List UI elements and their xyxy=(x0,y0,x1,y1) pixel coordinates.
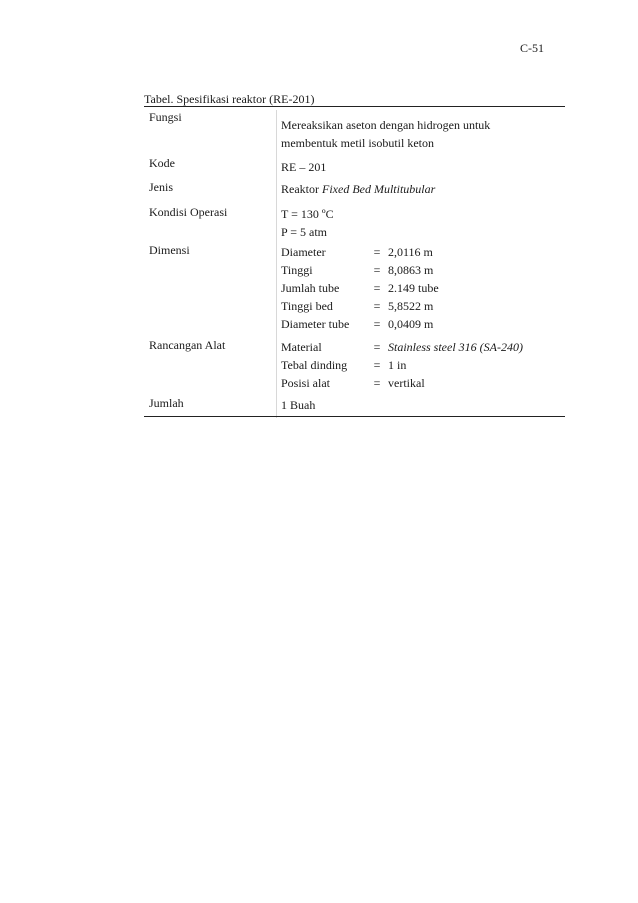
dimensi-item: Tinggi bed = 5,8522 m xyxy=(281,299,434,313)
dimensi-item: Diameter tube = 0,0409 m xyxy=(281,317,434,331)
rancangan-item: Posisi alat = vertikal xyxy=(281,376,425,390)
dimensi-item: Tinggi = 8,0863 m xyxy=(281,263,434,277)
row-value xyxy=(281,205,334,241)
row-value xyxy=(281,180,435,198)
row-label: Fungsi xyxy=(149,110,182,124)
jenis-prefix: Reaktor xyxy=(281,182,322,196)
row-label: Kode xyxy=(149,156,175,170)
kode-value: RE – 201 xyxy=(281,160,327,174)
jenis-type: Fixed Bed Multitubular xyxy=(322,182,436,196)
row-value xyxy=(281,338,523,392)
table-bottom-rule xyxy=(144,416,565,417)
rancangan-item: Tebal dinding = 1 in xyxy=(281,358,407,372)
row-value xyxy=(281,158,326,176)
kondisi-temperature: T = 130 ºC xyxy=(281,207,334,221)
row-label: Jumlah xyxy=(149,396,184,410)
row-label: Dimensi xyxy=(149,243,190,257)
fungsi-line-1: Mereaksikan aseton dengan hidrogen untuk xyxy=(281,118,491,132)
table-top-rule xyxy=(144,106,565,107)
row-label: Rancangan Alat xyxy=(149,338,226,352)
row-value xyxy=(281,396,315,414)
row-value xyxy=(281,243,439,333)
fungsi-line-2: membentuk metil isobutil keton xyxy=(281,136,434,150)
column-divider xyxy=(276,110,277,418)
page-number: C-51 xyxy=(520,41,544,55)
kondisi-pressure: P = 5 atm xyxy=(281,225,327,239)
dimensi-item: Jumlah tube = 2.149 tube xyxy=(281,281,439,295)
rancangan-item: Material = Stainless steel 316 (SA-240) xyxy=(281,340,523,354)
row-label: Kondisi Operasi xyxy=(149,205,228,219)
table-caption: Tabel. Spesifikasi reaktor (RE-201) xyxy=(144,92,315,106)
row-value xyxy=(281,116,490,152)
row-label: Jenis xyxy=(149,180,173,194)
jumlah-value: 1 Buah xyxy=(281,398,316,412)
dimensi-item: Diameter = 2,0116 m xyxy=(281,245,433,259)
jenis-value xyxy=(281,180,435,198)
